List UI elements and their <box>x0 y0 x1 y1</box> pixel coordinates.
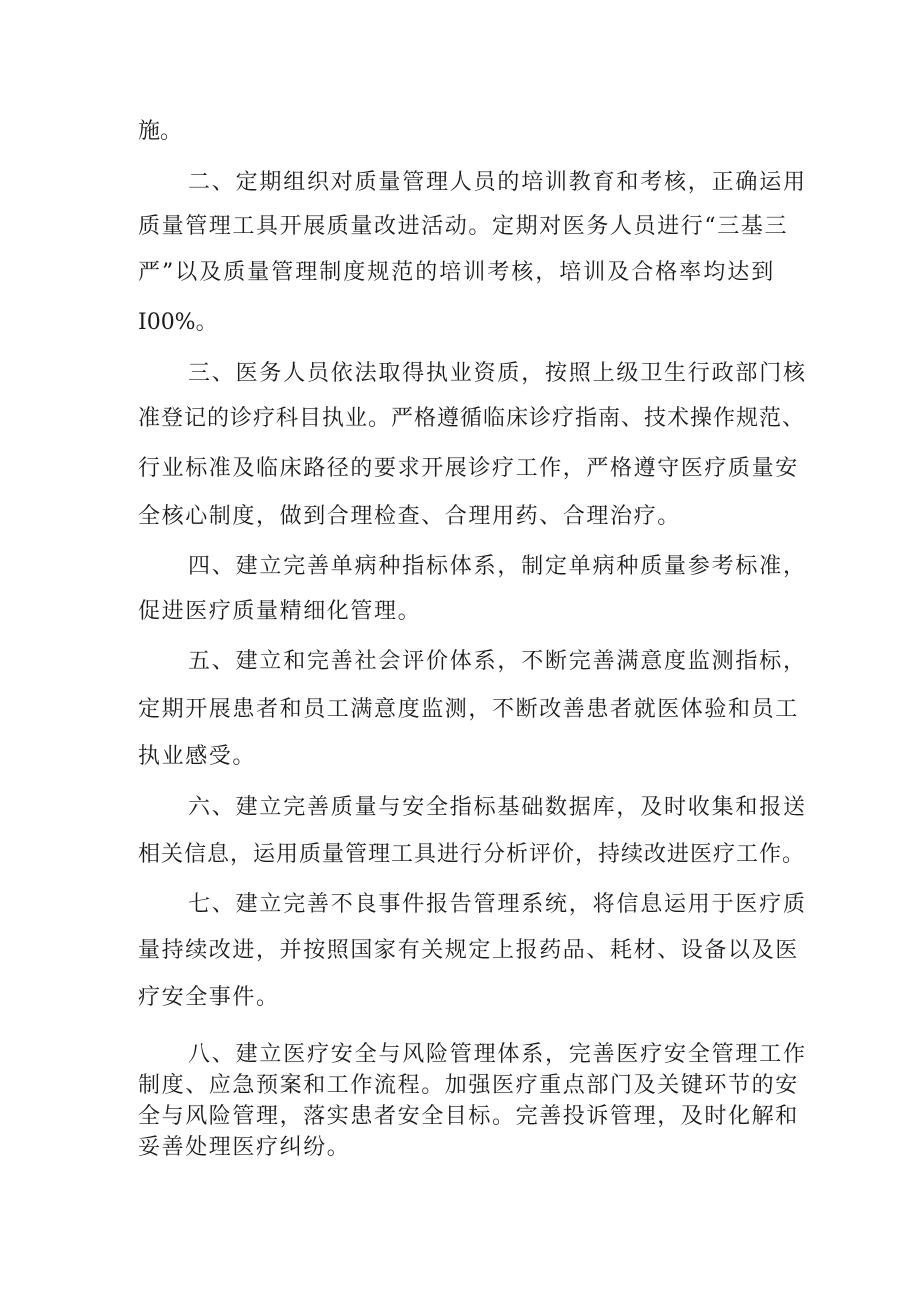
paragraph-5-line-3: 执业感受。 <box>138 744 257 769</box>
paragraph-8-line-2: 制度、应急预案和工作流程。加强医疗重点部门及关键环节的安 <box>138 1073 799 1098</box>
paragraph-4-line-2: 促进医疗质量精细化管理。 <box>138 599 422 624</box>
paragraph-2-line-3: 严”以及质量管理制度规范的培训考核，培训及合格率均达到 <box>138 260 776 285</box>
paragraph-3-line-1: 三、医务人员依法取得执业资质，按照上级卫生行政部门核 <box>188 361 807 386</box>
paragraph-2-line-2: 质量管理工具开展质量改进活动。定期对医务人员进行“三基三 <box>138 214 789 239</box>
paragraph-6-line-1: 六、建立完善质量与安全指标基础数据库，及时收集和报送 <box>188 795 807 820</box>
paragraph-2-line-4: I00%。 <box>138 310 218 335</box>
paragraph-continuation: 施。 <box>138 119 183 144</box>
paragraph-4-line-1: 四、建立完善单病种指标体系，制定单病种质量参考标准， <box>188 554 807 579</box>
paragraph-3-line-3: 行业标准及临床路径的要求开展诊疗工作，严格遵守医疗质量安 <box>138 456 799 481</box>
paragraph-5-line-2: 定期开展患者和员工满意度监测，不断改善患者就医体验和员工 <box>138 697 799 722</box>
paragraph-3-line-2: 准登记的诊疗科目执业。严格遵循临床诊疗指南、技术操作规范、 <box>138 406 806 431</box>
paragraph-7-line-3: 疗安全事件。 <box>138 985 280 1010</box>
paragraph-8-line-1: 八、建立医疗安全与风险管理体系，完善医疗安全管理工作 <box>188 1042 807 1067</box>
paragraph-8-line-4: 妥善处理医疗纠纷。 <box>138 1135 351 1160</box>
paragraph-3-line-4: 全核心制度，做到合理检查、合理用药、合理治疗。 <box>138 504 681 529</box>
paragraph-7-line-1: 七、建立完善不良事件报告管理系统，将信息运用于医疗质 <box>188 892 807 917</box>
paragraph-5-line-1: 五、建立和完善社会评价体系，不断完善满意度监测指标， <box>188 649 807 674</box>
paragraph-7-line-2: 量持续改进，并按照国家有关规定上报药品、耗材、设备以及医 <box>138 938 799 963</box>
paragraph-8-line-3: 全与风险管理，落实患者安全目标。完善投诉管理，及时化解和 <box>138 1104 799 1129</box>
paragraph-2-line-1: 二、定期组织对质量管理人员的培训教育和考核，正确运用 <box>188 170 807 195</box>
paragraph-6-line-2: 相关信息，运用质量管理工具进行分析评价，持续改进医疗工作。 <box>138 842 806 867</box>
